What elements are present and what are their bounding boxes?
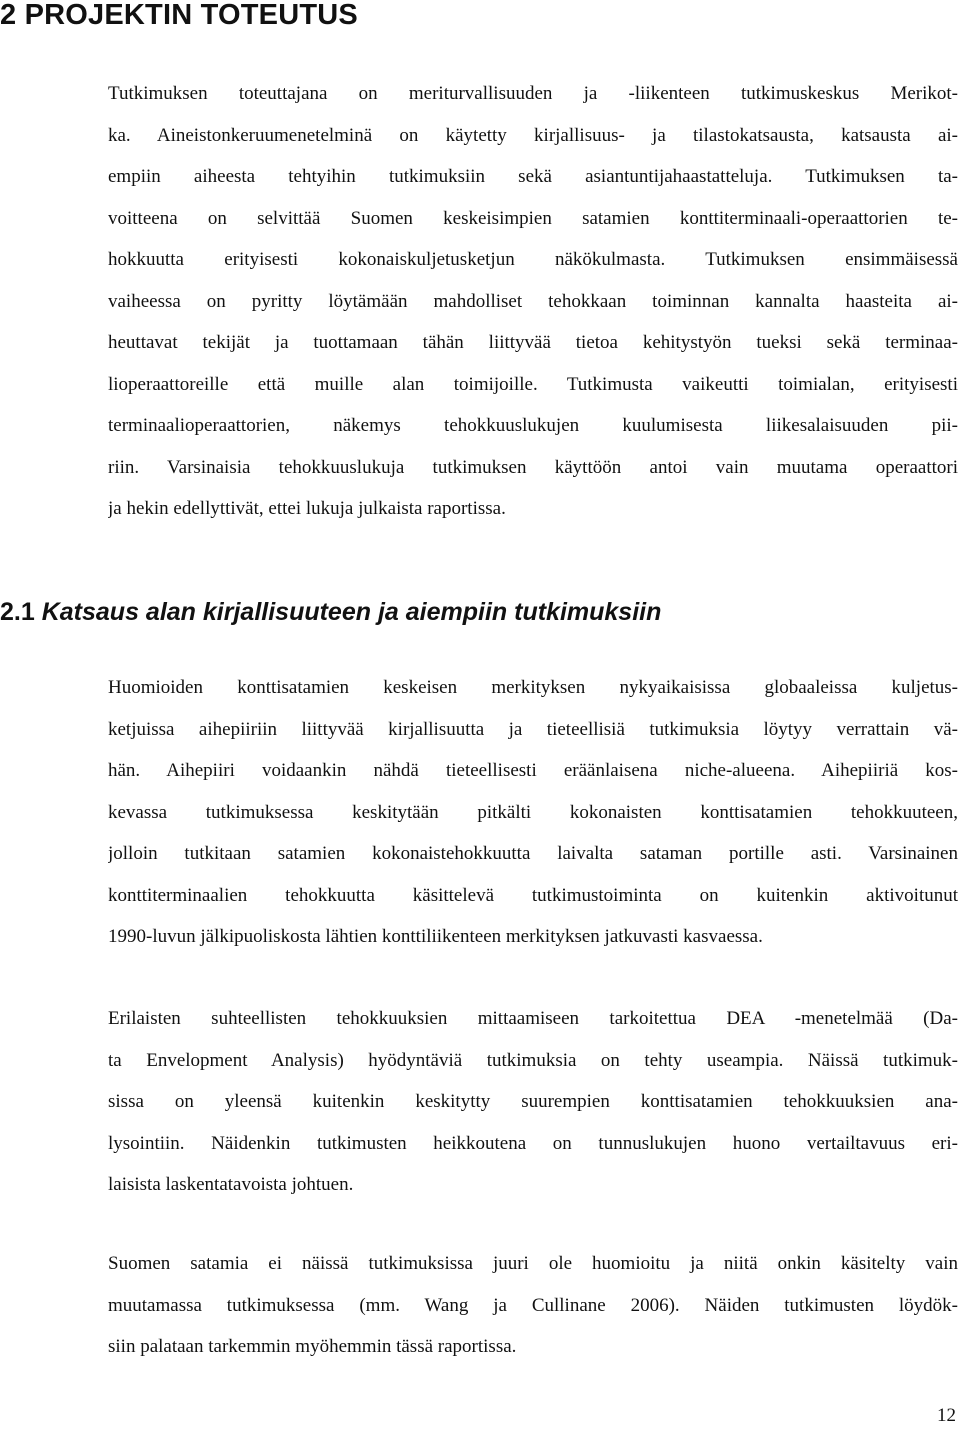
paragraph-dea-studies xyxy=(108,998,958,1206)
text-line: Suomen satamia ei näissä tutkimuksissa juuri ole huomioitu ja niitä onkin käsitelty vain xyxy=(108,1253,958,1274)
text-line: lioperaattoreille että muille alan toimijoille. Tutkimusta vaikeutti toimialan, erityisesti xyxy=(108,373,958,395)
section-number: 2.1 xyxy=(0,598,35,626)
text-line: hokkuutta erityisesti kokonaiskuljetusketjun näkökulmasta. Tutkimuksen ensimmäisessä xyxy=(108,249,958,270)
chapter-title: 2 PROJEKTIN TOTEUTUS xyxy=(0,0,358,31)
text-line: jolloin tutkitaan satamien kokonaistehokkuutta laivalta sataman portille asti. Varsinainen xyxy=(108,843,958,864)
text-line: 1990-luvun jälkipuoliskosta lähtien konttiliikenteen merkityksen jatkuvasti kasvaessa. xyxy=(108,926,763,947)
text-line: muutamassa tutkimuksessa (mm. Wang ja Cullinane 2006). Näiden tutkimusten löydök- xyxy=(108,1294,958,1316)
text-line: sissa on yleensä kuitenkin keskitytty suurempien konttisatamien tehokkuuksien ana- xyxy=(108,1091,958,1112)
paragraph-finnish-ports xyxy=(108,1243,958,1368)
text-line: terminaalioperaattorien, näkemys tehokkuuslukujen kuulumisesta liikesalaisuuden pii- xyxy=(108,415,958,436)
text-line: riin. Varsinaisia tehokkuuslukuja tutkimuksen käyttöön antoi vain muutama operaattori xyxy=(108,456,958,478)
text-line: Huomioiden konttisatamien keskeisen merkityksen nykyaikaisissa globaaleissa kuljetus- xyxy=(108,677,958,698)
text-line: vaiheessa on pyritty löytämään mahdolliset tehokkaan toiminnan kannalta haasteita ai- xyxy=(108,290,958,312)
paragraph-literature-overview xyxy=(108,667,958,958)
text-line: laisista laskentatavoista johtuen. xyxy=(108,1174,354,1195)
section-heading xyxy=(0,595,661,629)
text-line: Tutkimuksen toteuttajana on meriturvallisuuden ja -liikenteen tutkimuskeskus Merikot- xyxy=(108,83,958,104)
text-line: Erilaisten suhteellisten tehokkuuksien mittaamiseen tarkoitettua DEA -menetelmää (Da- xyxy=(108,1008,958,1029)
text-line: kevassa tutkimuksessa keskitytään pitkälti kokonaisten konttisatamien tehokkuuteen, xyxy=(108,801,958,823)
text-line: hän. Aihepiiri voidaankin nähdä tieteellisesti eräänlaisena niche-alueena. Aihepiiriä kos- xyxy=(108,760,958,781)
paragraph-project-implementation xyxy=(108,73,958,530)
section-title: Katsaus alan kirjallisuuteen ja aiempiin tutkimuksiin xyxy=(41,598,662,626)
text-line: heuttavat tekijät ja tuottamaan tähän liittyvää tietoa kehitystyön tueksi sekä terminaa- xyxy=(108,332,958,353)
text-line: siin palataan tarkemmin myöhemmin tässä raportissa. xyxy=(108,1336,517,1357)
page-number: 12 xyxy=(937,1405,956,1426)
text-line: voitteena on selvittää Suomen keskeisimpien satamien konttiterminaali-operaattorien te- xyxy=(108,207,958,229)
text-line: ta Envelopment Analysis) hyödyntäviä tutkimuksia on tehty useampia. Näissä tutkimuk- xyxy=(108,1049,958,1071)
text-line: konttiterminaalien tehokkuutta käsittelevä tutkimustoiminta on kuitenkin aktivoitunut xyxy=(108,884,958,906)
text-line: ketjuissa aihepiiriin liittyvää kirjallisuutta ja tieteellisiä tutkimuksia löytyy verrattain vä- xyxy=(108,718,958,740)
text-line: empiin aiheesta tehtyihin tutkimuksiin sekä asiantuntijahaastatteluja. Tutkimuksen ta- xyxy=(108,166,958,187)
text-line: lysointiin. Näidenkin tutkimusten heikkoutena on tunnuslukujen huono vertailtavuus eri- xyxy=(108,1132,958,1154)
text-line: ja hekin edellyttivät, ettei lukuja julkaista raportissa. xyxy=(108,498,506,519)
text-line: ka. Aineistonkeruumenetelminä on käytetty kirjallisuus- ja tilastokatsausta, katsausta ai- xyxy=(108,124,958,146)
